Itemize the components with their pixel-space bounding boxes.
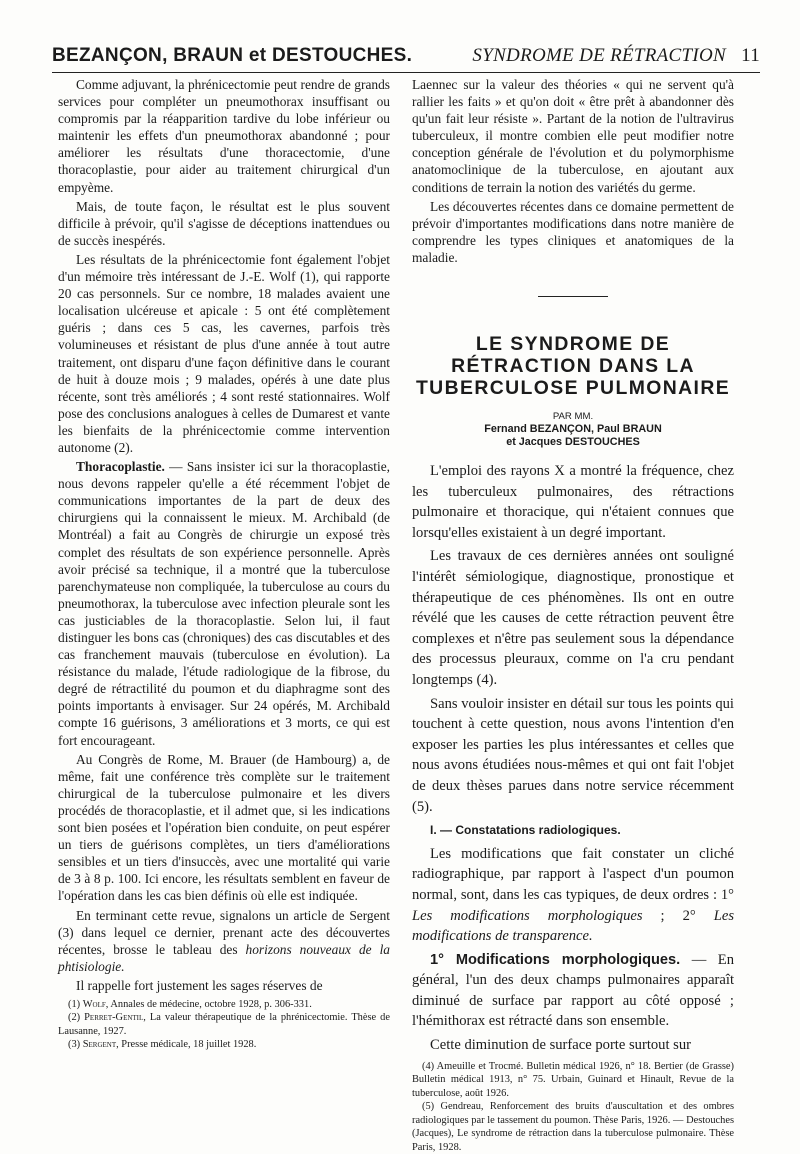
- left-footnotes: [58, 998, 390, 1052]
- paragraph: Cette diminution de surface porte surtout sur: [430, 1037, 692, 1054]
- footnote-text: , Annales de médecine, octobre 1928, p. 306-331.: [105, 998, 312, 1010]
- footnote-number: (1): [68, 998, 83, 1010]
- footnote-text: , La valeur thérapeutique de la phrénicectomie. Thèse de Lausanne, 1927.: [58, 1012, 390, 1037]
- running-head-authors: BEZANÇON, BRAUN et DESTOUCHES.: [52, 45, 413, 66]
- footnote: [58, 1038, 390, 1052]
- byline-authors-2: et Jacques DESTOUCHES: [506, 436, 640, 449]
- thoracoplastie-paragraph: [58, 458, 390, 749]
- footnote-author: Perret-Gentil: [84, 1012, 144, 1024]
- paragraph: Les travaux de ces dernières années ont souligné l'intérêt sémiologique, diagnostique, pronostique et thérapeutique de ces phénomènes. Ils ont en outre révélé que les causes de cette rétraction peuvent être complexes et n'être pas seulement sous la dépendance des processus pleuraux, comme on l'a cru pendant longtemps (4).: [412, 548, 734, 688]
- paragraph: Comme adjuvant, la phrénicectomie peut rendre de grands services pour compléter un pneumothorax insuffisant ou compromis par la réapparition tardive du lobe inférieur ou maintenir les effets d'un pneumothorax abandonné ; pour améliorer les résultats d'une thoracectomie, d'une thoracoplastie, pour aider au traitement chirurgical d'un empyème.: [58, 77, 390, 195]
- footnote-author: Wolf: [82, 998, 106, 1010]
- thoracoplastie-heading: Thoracoplastie.: [76, 459, 165, 475]
- byline-authors: Fernand BEZANÇON, Paul BRAUN: [484, 423, 662, 436]
- article-title: [412, 333, 734, 399]
- paragraph: Mais, de toute façon, le résultat est le plus souvent difficile à prévoir, qu'il s'agisse de déceptions inattendues ou de succès inespérés.: [58, 198, 390, 248]
- closing-text: En terminant cette revue, signalons un article de Sergent (3) dans lequel ce dernier, prenant acte des découvertes récentes, brosse le tableau des: [58, 907, 390, 957]
- article-title-line: LE SYNDROME DE: [475, 333, 671, 356]
- section-italic: Les modifications de transparence.: [412, 907, 734, 945]
- closing-paragraph: [58, 907, 390, 975]
- running-head-short-title: SYNDROME DE RÉTRACTION: [472, 45, 727, 66]
- section-text: ; 2°: [642, 907, 714, 924]
- article-title-line: RÉTRACTION DANS LA: [451, 355, 695, 378]
- footnote-number: (3): [68, 1039, 83, 1051]
- left-column: [58, 76, 390, 1052]
- paragraph: Il rappelle fort justement les sages réserves de: [76, 977, 323, 993]
- footnote-text: , Presse médicale, 18 juillet 1928.: [116, 1039, 257, 1051]
- right-column: [412, 76, 734, 1154]
- subsection-paragraph: [412, 950, 734, 1032]
- footnote: [58, 1011, 390, 1038]
- paragraph: Les découvertes récentes dans ce domaine permettent de prévoir d'importantes modifications dans notre manière de comprendre les types cliniques et anatomiques de la maladie.: [412, 198, 734, 265]
- section-italic: Les modifications morphologiques: [412, 907, 643, 924]
- subsection-heading: 1° Modifications morphologiques.: [430, 951, 681, 968]
- running-head: [52, 40, 760, 73]
- section-paragraph: [412, 844, 734, 947]
- footnote-author: Sergent: [82, 1039, 117, 1051]
- footnote-number: (2): [68, 1012, 85, 1024]
- thoracoplastie-text: — Sans insister ici sur la thoracoplastie, nous devons rappeler qu'elle a été récemment l'objet de communications importantes de la part de deux des chirurgiens qui la connaissent le mieux. M. Archibald (de Montréal) a fait au Congrès de chirurgie un exposé très complet des résultats de son expérience personnelle. Après avoir précisé sa technique, il a montré que la tuberculose parenchymateuse non compliquée, la tuberculose au cours du pneumothorax, la tuberculose avec infection pleurale sont les cas justiciables de la thoracoplastie. Selon lui, il faut distinguer les bons cas (chroniques) des cas discutables et des cas franchement mauvais (tuberculose en évolution). La résistance du malade, l'étude radiologique de la fibrose, du degré de rétractilité du poumon et du diaphragme sont des points importants à envisager. Sur 24 opérés, M. Archibald compte 16 guérisons, 3 améliorations et 3 morts, ce qui est fort encourageant.: [58, 459, 390, 748]
- section-separator: [538, 296, 608, 297]
- footnote: (4) Ameuille et Trocmé. Bulletin médical 1926, n° 18. Bertier (de Grasse) Bulletin médical 1913, n° 75. Urbain, Guinard et Hinault, Revue de la tuberculose, août 1926.: [412, 1060, 734, 1099]
- running-head-title: [472, 45, 760, 67]
- paragraph: Au Congrès de Rome, M. Brauer (de Hambourg) a, de même, fait une conférence très complète sur le traitement chirurgical de la tuberculose pulmonaire et les divers procédés de thoracoplastie, et il admet que, si les indications sont bien posées et l'opération bien conduite, on peut espérer un tiers de guérisons complètes, un tiers d'améliorations sensibles et un tiers d'insuccès, avec une mortalité qui varie de 3 à 8 p. 100. Ici encore, les résultats semblent en faveur de l'opération dans les cas bien définis où elle est indiquée.: [58, 751, 390, 904]
- paragraph: Sans vouloir insister en détail sur tous les points qui touchent à cette question, nous avons l'intention d'en exposer les parties les plus intéressantes et celles que nous avons étudiées nous-mêmes et qui ont fait l'objet de deux thèses parues dans notre service récemment (5).: [412, 695, 734, 815]
- paragraph: Laennec sur la valeur des théories « qui ne servent qu'à rallier les faits » et qu'on doit « être prêt à abandonner dès qu'un fait leur résiste ». Partant de la notion de l'ultravirus tuberculeux, il montre combien elle peut modifier notre conception générale de l'évolution et du polymorphisme anatomoclinique de la tuberculose, en ajoutant aux conditions de terrain la notion des variétés du germe.: [412, 77, 734, 195]
- page-number: 11: [741, 45, 760, 66]
- footnote: (5) Gendreau, Renforcement des bruits d'auscultation et des ombres radiologiques par le tassement du poumon. Thèse Paris, 1926. — Destouches (Jacques), Le syndrome de rétraction dans la tuberculose pulmonaire. Thèse Paris, 1928.: [412, 1101, 734, 1153]
- subsection-text: — En général, l'un des deux champs pulmonaires apparaît diminué de surface par rapport au côté opposé ; l'hémithorax est rétracté dans son ensemble.: [412, 951, 734, 1030]
- paragraph: Les résultats de la phrénicectomie font également l'objet d'un mémoire très intéressant de J.-E. Wolf (1), qui rapporte 20 cas personnels. Sur ce nombre, 18 malades avaient une localisation ulcéreuse et apicale : 5 ont été complètement guéris ; dans ces 5 cas, les cavernes, parfois très volumineuses et résistant de plus d'une année à tout autre traitement, ont disparu d'une façon définitive dans le courant de huit à douze mois ; 9 malades, opérés à une date plus récente, sont très améliorés ; 4 sont resté stationnaires. Wolf pose des conclusions analogues à celles de Dumarest et vante les bienfaits de la phrénicectomie comme intervention autonome (2).: [58, 251, 390, 455]
- byline-par: PAR MM.: [552, 411, 594, 423]
- footnote: [58, 998, 390, 1012]
- section-text: Les modifications que fait constater un cliché radiographique, par rapport à l'aspect d'un poumon normal, sont, dans les cas typiques, de deux ordres : 1°: [412, 845, 734, 903]
- section-heading: I. — Constatations radiologiques.: [430, 823, 621, 838]
- byline: [412, 411, 734, 449]
- closing-italic: horizons nouveaux de la phtisiologie.: [58, 941, 390, 974]
- paragraph: L'emploi des rayons X a montré la fréquence, chez les tuberculeux pulmonaires, des rétractions pulmonaire et thoracique, qui n'étaient connues que lorsqu'elles existaient à un degré important.: [412, 463, 734, 541]
- article-body: [412, 461, 734, 1056]
- article-title-line: TUBERCULOSE PULMONAIRE: [415, 377, 731, 400]
- right-footnotes: [412, 1060, 734, 1154]
